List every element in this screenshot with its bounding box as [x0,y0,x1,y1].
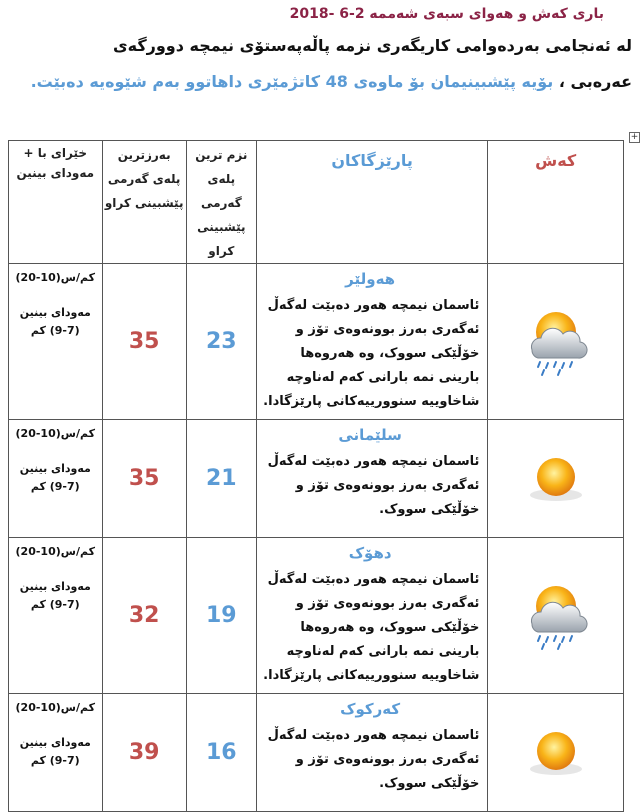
table-move-handle-icon[interactable]: + [630,132,639,142]
weather-table [8,140,624,812]
sun-cloud-rain-icon [518,302,594,378]
forecast-description: ئاسمان نیمچە هەور دەبێت لەگەڵ ئەگەری بەرز بوونەوەی تۆز و خۆڵێکی سووک، وە هەروەها بارینی نمە بارانی کەم لەناوچە شاخاوییە سنوورییەکانی پارێزگادا. [263,298,480,409]
table-row [9,538,624,694]
wind-cell [9,694,103,812]
forecast-description: ئاسمان نیمچە هەور دەبێت لەگەڵ ئەگەری بەرز بوونەوەی تۆز و خۆڵێکی سووک. [267,454,480,517]
max-temp: 32 [102,538,186,694]
header-max-temp: بەرزترین پلەی گەرمی پێشبینی کراو [102,141,186,264]
wind-speed: (20-10)کم/س [15,427,96,440]
province-name: هەولێر [345,270,396,288]
table-row [9,264,624,420]
header-weather: کەش [488,141,624,264]
min-temp: 16 [186,694,256,812]
max-temp: 35 [102,264,186,420]
visibility-value: (9-7) کم [30,480,80,493]
wind-speed: (20-10)کم/س [15,701,96,714]
intro-line-2-rest: بۆیە پێشبینیمان بۆ ماوەی 48 کاتژمێری داهاتوو بەم شێوەیە دەبێت. [30,72,554,91]
min-temp: 23 [186,264,256,420]
intro-line-1: لە ئەنجامی بەردەوامی کاریگەری نزمە پاڵەپەستۆی نیمچە دوورگەی [112,36,632,55]
weather-icon-cell [488,264,624,420]
header-min-temp: نزم ترین پلەی گەرمی پێشبینی کراو [186,141,256,264]
intro-line-2-lead: عەرەبی ، [558,72,632,91]
province-cell [256,538,488,694]
province-cell [256,694,488,812]
weather-icon-cell [488,694,624,812]
sun-cloud-rain-icon [518,576,594,652]
forecast-description: ئاسمان نیمچە هەور دەبێت لەگەڵ ئەگەری بەرز بوونەوەی تۆز و خۆڵێکی سووک، وە هەروەها بارینی نمە بارانی کەم لەناوچە شاخاوییە سنوورییەکانی پارێزگادا. [263,572,480,683]
visibility-value: (9-7) کم [30,324,80,337]
max-temp: 35 [102,420,186,538]
header-provinces: پارێزگاکان [256,141,488,264]
wind-cell [9,264,103,420]
visibility-label: مەودای بینین [19,580,91,593]
min-temp: 19 [186,538,256,694]
province-name: کەرکوک [340,700,401,718]
min-temp: 21 [186,420,256,538]
province-cell [256,264,488,420]
table-row [9,420,624,538]
wind-speed: (20-10)کم/س [15,271,96,284]
weather-icon-cell [488,420,624,538]
wind-cell [9,538,103,694]
province-name: سلێمانی [338,426,402,444]
sun-haze-icon [526,447,586,507]
sun-haze-icon [526,721,586,781]
weather-icon-cell [488,538,624,694]
intro-line-2 [8,66,632,97]
visibility-label: مەودای بینین [19,736,91,749]
forecast-description: ئاسمان نیمچە هەور دەبێت لەگەڵ ئەگەری بەرز بوونەوەی تۆز و خۆڵێکی سووک. [267,728,480,791]
page-title: باری کەش و هەوای سبەی شەممە 2-6 -2018 [289,6,604,22]
table-header-row [9,141,624,264]
visibility-value: (9-7) کم [30,598,80,611]
max-temp: 39 [102,694,186,812]
header-wind: خێرای با + مەودای بینین [9,141,103,264]
wind-cell [9,420,103,538]
visibility-value: (9-7) کم [30,754,80,767]
province-name: دهۆک [348,544,392,562]
province-cell [256,420,488,538]
wind-speed: (20-10)کم/س [15,545,96,558]
table-row [9,694,624,812]
visibility-label: مەودای بینین [19,306,91,319]
visibility-label: مەودای بینین [19,462,91,475]
